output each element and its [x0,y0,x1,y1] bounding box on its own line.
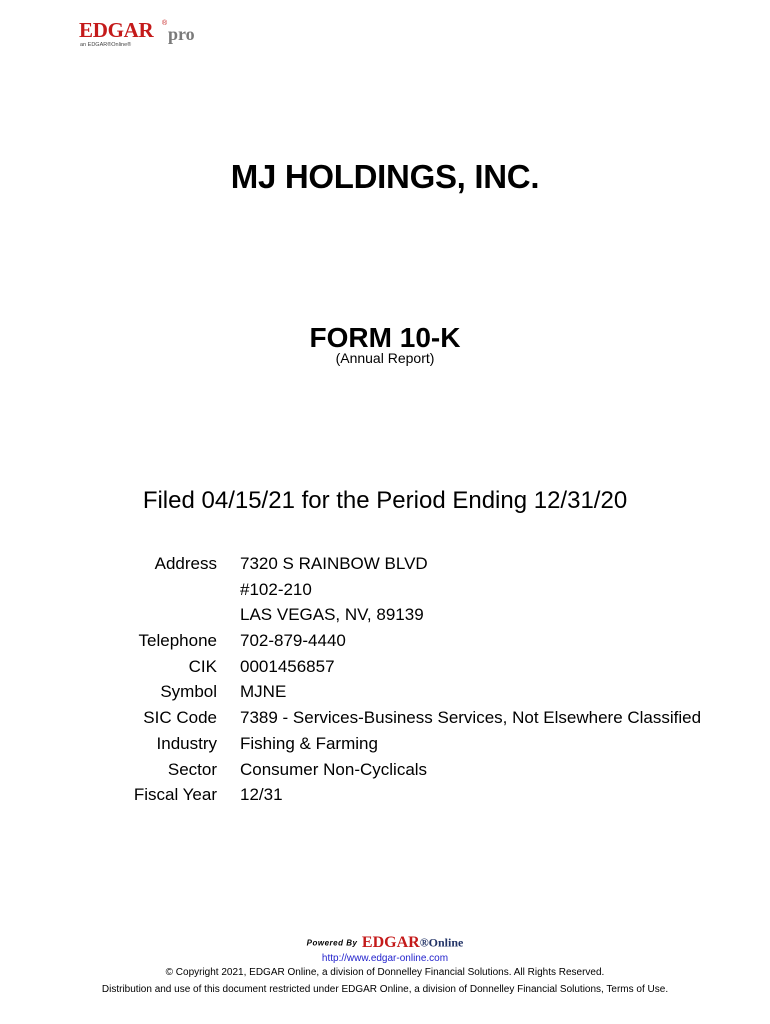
info-value: #102-210 [240,579,312,599]
distribution-notice: Distribution and use of this document restricted under EDGAR Online, a division of Donnelley Financial Solutions, Terms of Use. [101,984,669,995]
info-row-sector [0,757,770,783]
info-value: 7389 - Services-Business Services, Not Elsewhere Classified [240,708,702,728]
info-label: Telephone [138,631,217,651]
info-value: Consumer Non-Cyclicals [240,759,428,779]
copyright-notice: © Copyright 2021, EDGAR Online, a division of Donnelley Financial Solutions. All Rights Reserved. [165,967,605,978]
powered-brand-text: EDGAR [361,934,420,951]
info-label: Sector [167,759,217,779]
info-value: 702-879-4440 [240,631,346,651]
info-value: 7320 S RAINBOW BLVD [240,554,428,573]
info-row-address-line2 [0,577,770,603]
info-row-cik [0,654,770,680]
info-label: Industry [156,733,217,753]
info-row-address [0,551,770,577]
info-label: CIK [188,656,217,676]
info-label: Fiscal Year [133,785,217,805]
info-value: LAS VEGAS, NV, 89139 [240,605,424,625]
info-value: Fishing & Farming [240,733,378,753]
info-value: 0001456857 [240,656,335,676]
logo-subtitle: an EDGAR®Online® [80,42,132,48]
info-value: 12/31 [240,785,283,805]
info-label: Address [154,554,217,573]
info-row-industry [0,731,770,757]
info-row-sic-code [0,705,770,731]
info-row-address-line3 [0,602,770,628]
powered-by-logo [0,934,770,954]
info-row-symbol [0,679,770,705]
filing-period: Filed 04/15/21 for the Period Ending 12/31/20 [142,487,628,514]
info-row-telephone [0,628,770,654]
powered-online-text: Online [428,935,464,950]
powered-by-text: Powered By [306,938,358,948]
info-label: Symbol [160,682,217,702]
logo-registered-mark: ® [162,20,168,27]
edgar-online-link[interactable]: http://www.edgar-online.com [321,953,449,964]
info-value: MJNE [240,682,287,702]
powered-registered-mark: ® [419,935,429,950]
company-name: MJ HOLDINGS, INC. [230,158,540,195]
logo-pro-text: pro [168,24,195,44]
company-info-table [0,551,770,808]
form-type: FORM 10-K [309,322,461,353]
edgar-pro-logo [79,20,219,54]
logo-edgar-text: EDGAR [79,18,154,42]
info-label: SIC Code [143,708,217,728]
form-description: (Annual Report) [335,350,435,366]
info-row-fiscal-year [0,782,770,808]
